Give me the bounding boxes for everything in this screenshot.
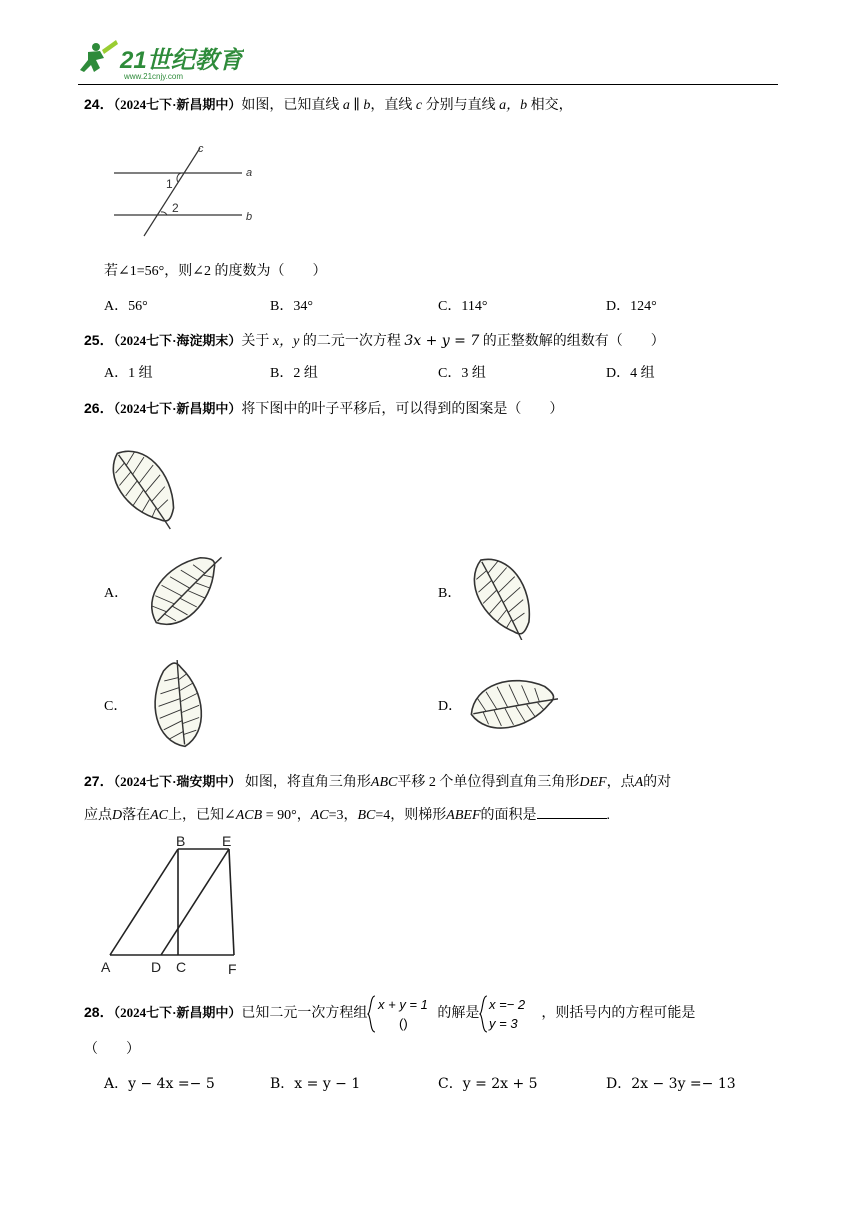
angle-1-label: 1 xyxy=(166,177,173,191)
question-26: 26．（2024七下·新昌期中）将下图中的叶子平移后，可以得到的图案是（ ） xyxy=(84,400,564,417)
question-source: （2024七下·新昌期中） xyxy=(113,1005,242,1020)
svg-text:x =− 2: x =− 2 xyxy=(489,996,526,1012)
option-28-a[interactable]: A．y − 4x =− 5 xyxy=(104,1076,215,1092)
svg-text:x + y = 1: x + y = 1 xyxy=(378,996,429,1012)
label-c: c xyxy=(198,143,204,155)
option-26-a[interactable]: A． xyxy=(104,586,129,601)
option-25-d[interactable]: D．4 组 xyxy=(606,366,655,381)
option-26-c[interactable]: C． xyxy=(104,699,128,714)
option-28-d[interactable]: D．2x − 3y =− 13 xyxy=(606,1076,736,1092)
option-24-c[interactable]: C．114° xyxy=(438,299,488,314)
option-28-b[interactable]: B．x = y − 1 xyxy=(270,1076,361,1092)
logo-text: 21世纪教育 xyxy=(120,47,243,74)
question-27: 27．（2024七下·瑞安期中） 如图，将直角三角形ABC平移 2 个单位得到直角三角形DEF，点A的对 xyxy=(84,773,672,790)
option-24-d[interactable]: D．124° xyxy=(606,299,657,314)
leaf-option-d-image[interactable] xyxy=(462,666,558,747)
option-26-b[interactable]: B． xyxy=(438,586,462,601)
option-25-a[interactable]: A．1 组 xyxy=(104,366,153,381)
angle-2-label: 2 xyxy=(172,201,179,215)
label-b: b xyxy=(246,211,253,223)
equation-system xyxy=(367,994,437,1034)
option-25-b[interactable]: B．2 组 xyxy=(270,366,318,381)
question-28: 28．（2024七下·新昌期中）已知二元一次方程组 x + y = 1 () 的解是 x =− 2 y = 3 ，则括号内的方程可能是 xyxy=(84,992,695,1032)
svg-text:y = 3: y = 3 xyxy=(489,1015,518,1031)
solution-system xyxy=(479,994,541,1034)
leaf-option-c-image[interactable] xyxy=(138,660,218,759)
option-24-b[interactable]: B．34° xyxy=(270,299,313,314)
point-A-label: A xyxy=(101,959,111,975)
leaf-original-image xyxy=(98,438,188,535)
question-source: （2024七下·新昌期中） xyxy=(113,401,242,416)
option-24-a[interactable]: A．56° xyxy=(104,299,148,314)
point-D-label: D xyxy=(151,959,162,975)
question-24: 24．（2024七下·新昌期中）如图，已知直线 a ∥ b，直线 c 分别与直线 a，b 相交， xyxy=(84,96,573,113)
header-rule xyxy=(78,84,778,85)
point-F-label: F xyxy=(228,961,237,977)
option-26-d[interactable]: D． xyxy=(438,699,463,714)
option-28-c[interactable]: C．y = 2x + 5 xyxy=(438,1076,538,1092)
point-E-label: E xyxy=(222,836,232,849)
question-25: 25．（2024七下·海淀期末）关于 x，y 的二元一次方程 3x + y = 7 的正整数解的组数有（ ） xyxy=(84,332,665,349)
label-a: a xyxy=(246,167,253,179)
question-28-paren: （ ） xyxy=(84,1042,140,1057)
runner-icon xyxy=(80,40,118,72)
point-B-label: B xyxy=(176,836,186,849)
point-C-label: C xyxy=(176,959,187,975)
answer-blank[interactable] xyxy=(537,804,607,819)
site-logo xyxy=(74,38,244,82)
question-27-line2: 应点D落在AC上，已知∠ACB = 90°，AC=3，BC=4，则梯形ABEF的面积是 . xyxy=(84,804,610,826)
figure-parallel-lines xyxy=(100,140,270,245)
svg-text:(): () xyxy=(399,1015,409,1031)
question-source: （2024七下·瑞安期中） xyxy=(113,774,242,789)
leaf-option-a-image[interactable] xyxy=(140,546,224,643)
option-25-c[interactable]: C．3 组 xyxy=(438,366,486,381)
logo-url: www.21cnjy.com xyxy=(124,72,183,81)
question-source: （2024七下·海淀期末） xyxy=(113,333,242,348)
leaf-option-b-image[interactable] xyxy=(460,548,544,645)
question-24-prompt: 若∠1=56°，则∠2 的度数为（ ） xyxy=(104,264,327,279)
question-source: （2024七下·新昌期中） xyxy=(113,97,242,112)
figure-trapezoid xyxy=(98,836,258,983)
